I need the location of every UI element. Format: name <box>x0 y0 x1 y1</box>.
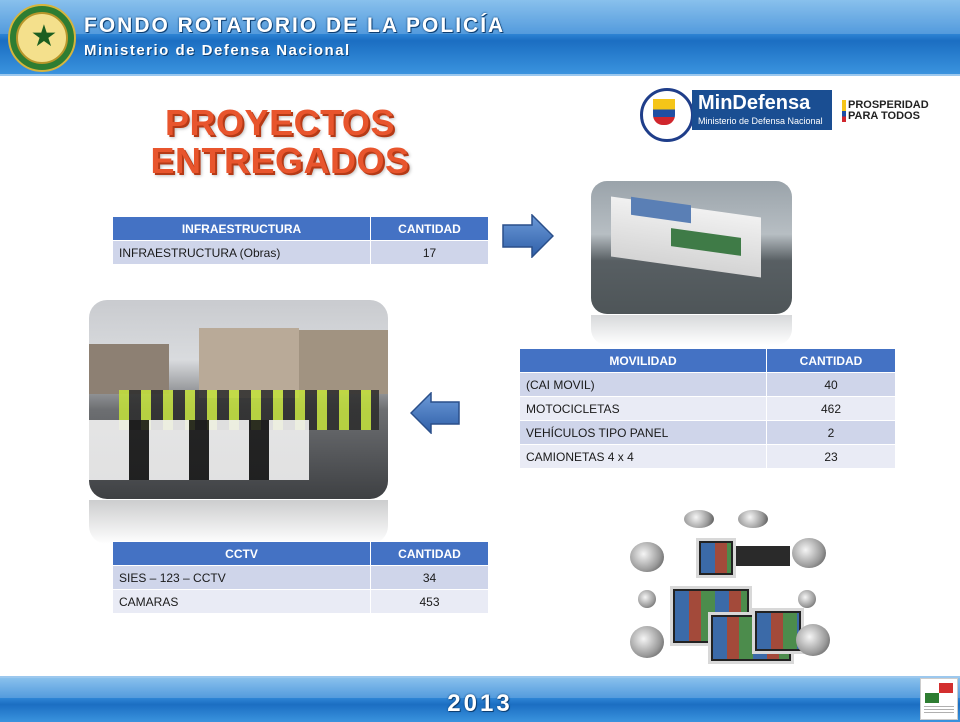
table-row <box>520 373 896 397</box>
table-cell-label: VEHÍCULOS TIPO PANEL <box>520 421 767 445</box>
arrow-right-icon <box>502 214 554 258</box>
footer-institution-logo <box>920 678 958 720</box>
table-cell-value: 453 <box>371 590 489 614</box>
prosperidad-flag-bar <box>842 100 846 122</box>
monitor-right <box>752 608 804 654</box>
bullet-camera-icon <box>738 510 768 528</box>
infraestructura-table <box>112 216 489 265</box>
cctv-equipment-image <box>626 508 836 666</box>
prosperidad-line1: PROSPERIDAD <box>848 99 929 111</box>
mindefensa-logo <box>692 90 832 130</box>
mindefensa-logo-subtitle: Ministerio de Defensa Nacional <box>698 116 823 126</box>
table-cell-label: MOTOCICLETAS <box>520 397 767 421</box>
table-cell-value: 2 <box>767 421 896 445</box>
page-title-line1: PROYECTOS <box>165 102 395 143</box>
small-camera-icon <box>798 590 816 608</box>
small-camera-icon <box>638 590 656 608</box>
column-header: INFRAESTRUCTURA <box>113 217 371 241</box>
seal-ring <box>16 12 68 64</box>
footer-logo-mark <box>925 683 953 703</box>
column-header: CANTIDAD <box>371 217 489 241</box>
column-header: CANTIDAD <box>371 542 489 566</box>
seal-star-icon: ★ <box>30 20 58 53</box>
table-row <box>113 566 489 590</box>
table-cell-value: 17 <box>371 241 489 265</box>
coat-of-arms-shield <box>653 99 675 125</box>
header-title: FONDO ROTATORIO DE LA POLICÍA <box>84 14 506 37</box>
table-cell-label: SIES – 123 – CCTV <box>113 566 371 590</box>
dome-camera-icon <box>630 626 664 658</box>
table-cell-value: 23 <box>767 445 896 469</box>
bullet-camera-icon <box>684 510 714 528</box>
table-row <box>520 445 896 469</box>
table-row <box>520 421 896 445</box>
page-title-line2: ENTREGADOS <box>150 140 410 181</box>
footer-logo-text-lines <box>924 706 954 714</box>
prosperidad-logo <box>848 100 929 122</box>
mindefensa-logo-title: MinDefensa <box>698 92 811 114</box>
motorcycles-photo <box>89 300 388 499</box>
photo-building-center <box>199 328 299 398</box>
header-band <box>0 0 960 76</box>
dome-camera-icon <box>792 538 826 568</box>
cctv-table <box>112 541 489 614</box>
table-row <box>520 397 896 421</box>
movilidad-table <box>519 348 896 469</box>
arrow-left-icon <box>410 392 460 434</box>
motorcycles-photo-reflection <box>89 500 388 544</box>
dvr-unit <box>736 546 790 566</box>
building-photo <box>591 181 792 314</box>
column-header: CCTV <box>113 542 371 566</box>
dvr-monitor <box>696 538 736 578</box>
column-header: CANTIDAD <box>767 349 896 373</box>
table-cell-value: 40 <box>767 373 896 397</box>
footer-year: 2013 <box>447 690 513 717</box>
table-cell-label: (CAI MOVIL) <box>520 373 767 397</box>
prosperidad-line2: PARA TODOS <box>848 110 920 122</box>
table-cell-label: CAMARAS <box>113 590 371 614</box>
table-header-row <box>113 542 489 566</box>
photo-building-left <box>89 344 169 394</box>
dome-camera-icon <box>796 624 830 656</box>
table-cell-value: 34 <box>371 566 489 590</box>
page-title <box>150 104 410 180</box>
header-subtitle: Ministerio de Defensa Nacional <box>84 42 351 59</box>
table-cell-label: INFRAESTRUCTURA (Obras) <box>113 241 371 265</box>
building-photo-reflection <box>591 315 792 345</box>
table-row <box>113 590 489 614</box>
dome-camera-icon <box>630 542 664 572</box>
photo-building-right <box>299 330 388 394</box>
motorcycles-row <box>89 420 309 480</box>
table-header-row <box>520 349 896 373</box>
column-header: MOVILIDAD <box>520 349 767 373</box>
table-cell-label: CAMIONETAS 4 x 4 <box>520 445 767 469</box>
colombia-coat-of-arms-logo <box>640 88 694 142</box>
police-seal-icon <box>8 4 76 72</box>
table-header-row <box>113 217 489 241</box>
table-cell-value: 462 <box>767 397 896 421</box>
table-row <box>113 241 489 265</box>
